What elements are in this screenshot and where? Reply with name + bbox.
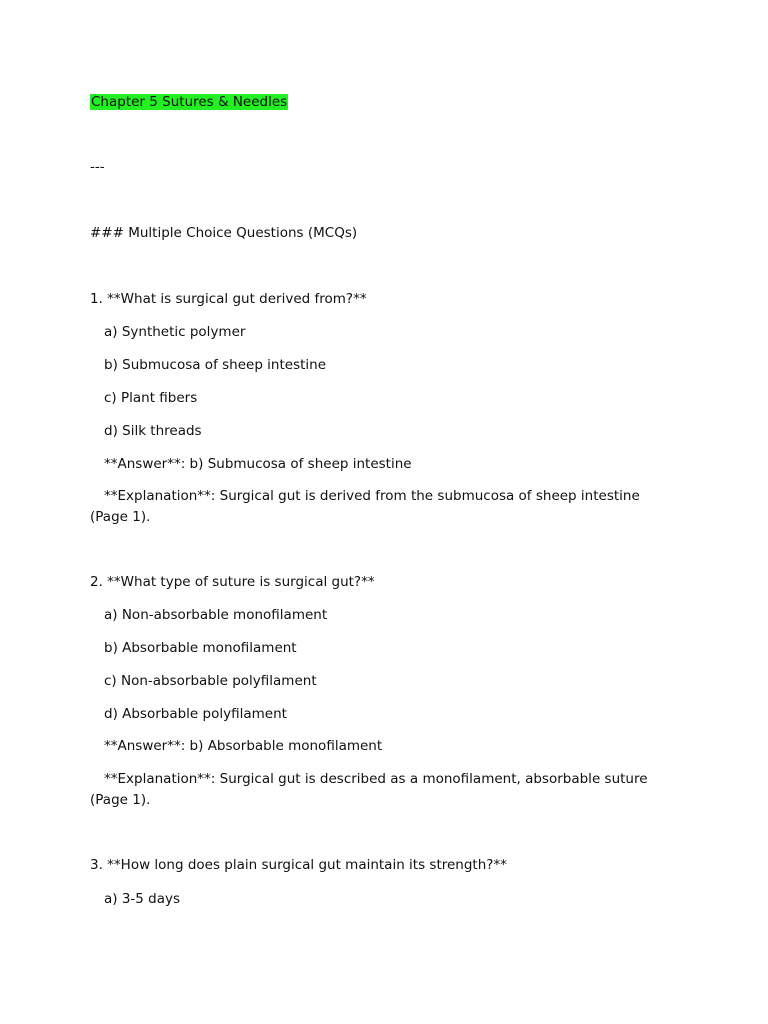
question-2-option-b: b) Absorbable monofilament: [104, 640, 297, 656]
question-1-answer: **Answer**: b) Submucosa of sheep intestine: [104, 456, 412, 472]
question-1-explanation-cont: (Page 1).: [90, 509, 151, 525]
question-2-answer: **Answer**: b) Absorbable monofilament: [104, 738, 383, 754]
question-2-explanation-cont: (Page 1).: [90, 792, 151, 808]
question-2-explanation: **Explanation**: Surgical gut is described as a monofilament, absorbable suture: [104, 771, 648, 787]
chapter-title-highlight: Chapter 5 Sutures & Needles: [91, 94, 288, 110]
question-2-option-a: a) Non-absorbable monofilament: [104, 607, 328, 623]
question-1-option-d: d) Silk threads: [104, 423, 202, 439]
question-3-option-a: a) 3-5 days: [104, 891, 181, 907]
question-1: 1. **What is surgical gut derived from?**: [90, 291, 367, 307]
question-2: 2. **What type of suture is surgical gut?**: [90, 574, 375, 590]
question-2-option-d: d) Absorbable polyfilament: [104, 706, 287, 722]
section-heading: ### Multiple Choice Questions (MCQs): [90, 225, 358, 241]
question-1-option-b: b) Submucosa of sheep intestine: [104, 357, 327, 373]
question-1-explanation: **Explanation**: Surgical gut is derived from the submucosa of sheep intestine: [104, 488, 640, 504]
chapter-title: [90, 93, 288, 111]
question-1-option-c: c) Plant fibers: [104, 390, 198, 406]
separator: ---: [90, 159, 105, 175]
question-1-option-a: a) Synthetic polymer: [104, 324, 246, 340]
question-3: 3. **How long does plain surgical gut maintain its strength?**: [90, 857, 507, 873]
question-2-option-c: c) Non-absorbable polyfilament: [104, 673, 317, 689]
